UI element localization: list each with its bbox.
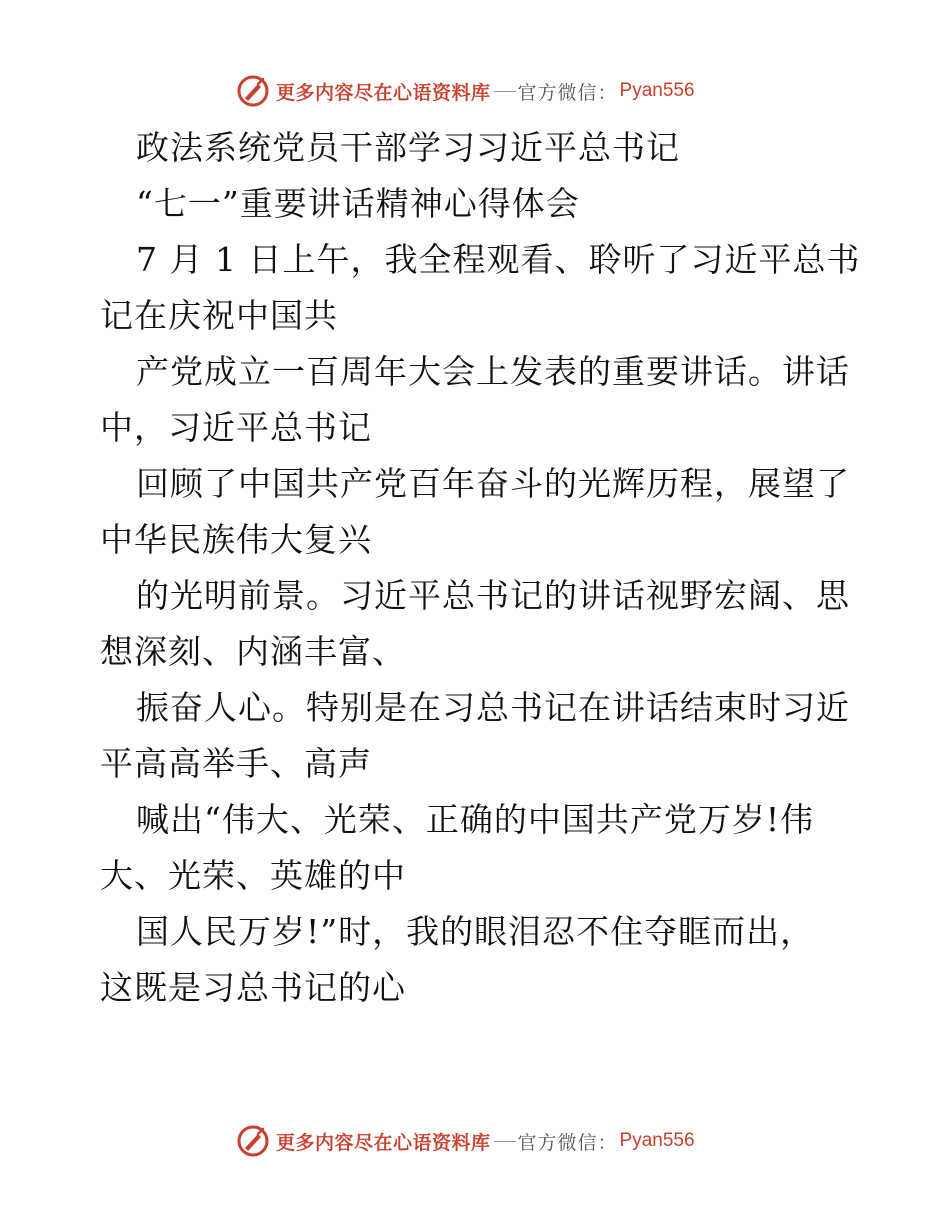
- watermark-dash: [494, 91, 516, 92]
- quill-logo-icon: [236, 1124, 270, 1158]
- document-body: [100, 120, 860, 1016]
- text-line: 中，习近平总书记: [100, 408, 372, 447]
- text-line: 想深刻、内涵丰富、: [100, 632, 406, 671]
- text-line: 喊出“伟大、光荣、正确的中国共产党万岁!伟: [136, 800, 815, 839]
- watermark-wechat-id: Pyan556: [619, 1130, 695, 1151]
- watermark-brand: 更多内容尽在心语资料库: [276, 1131, 491, 1154]
- footer-watermark: [236, 1123, 695, 1159]
- text-line: 回顾了中国共产党百年奋斗的光辉历程，展望了: [136, 464, 850, 503]
- text-line: 中华民族伟大复兴: [100, 520, 372, 559]
- text-line: 振奋人心。特别是在习总书记在讲话结束时习近: [136, 688, 850, 727]
- quill-logo-icon: [236, 74, 270, 108]
- text-line: 政法系统党员干部学习习近平总书记: [136, 128, 680, 167]
- text-line: 平高高举手、高声: [100, 744, 372, 783]
- watermark-wechat-id: Pyan556: [619, 80, 695, 101]
- watermark-dash: [494, 1141, 516, 1142]
- watermark-brand: 更多内容尽在心语资料库: [276, 81, 491, 104]
- text-line: 产党成立一百周年大会上发表的重要讲话。讲话: [136, 352, 850, 391]
- header-watermark: [236, 73, 695, 109]
- text-line: 记在庆祝中国共: [100, 296, 338, 335]
- text-line: 国人民万岁!”时，我的眼泪忍不住夺眶而出，: [136, 912, 815, 951]
- watermark-wechat-label: 官方微信：: [517, 81, 618, 104]
- text-line: 的光明前景。习近平总书记的讲话视野宏阔、思: [136, 576, 850, 615]
- text-line: 7 月 1 日上午，我全程观看、聆听了习近平总书: [136, 240, 861, 279]
- text-line: 大、光荣、英雄的中: [100, 856, 406, 895]
- text-line: “七一”重要讲话精神心得体会: [136, 184, 580, 223]
- text-line: 这既是习总书记的心: [100, 968, 406, 1007]
- watermark-wechat-label: 官方微信：: [517, 1131, 618, 1154]
